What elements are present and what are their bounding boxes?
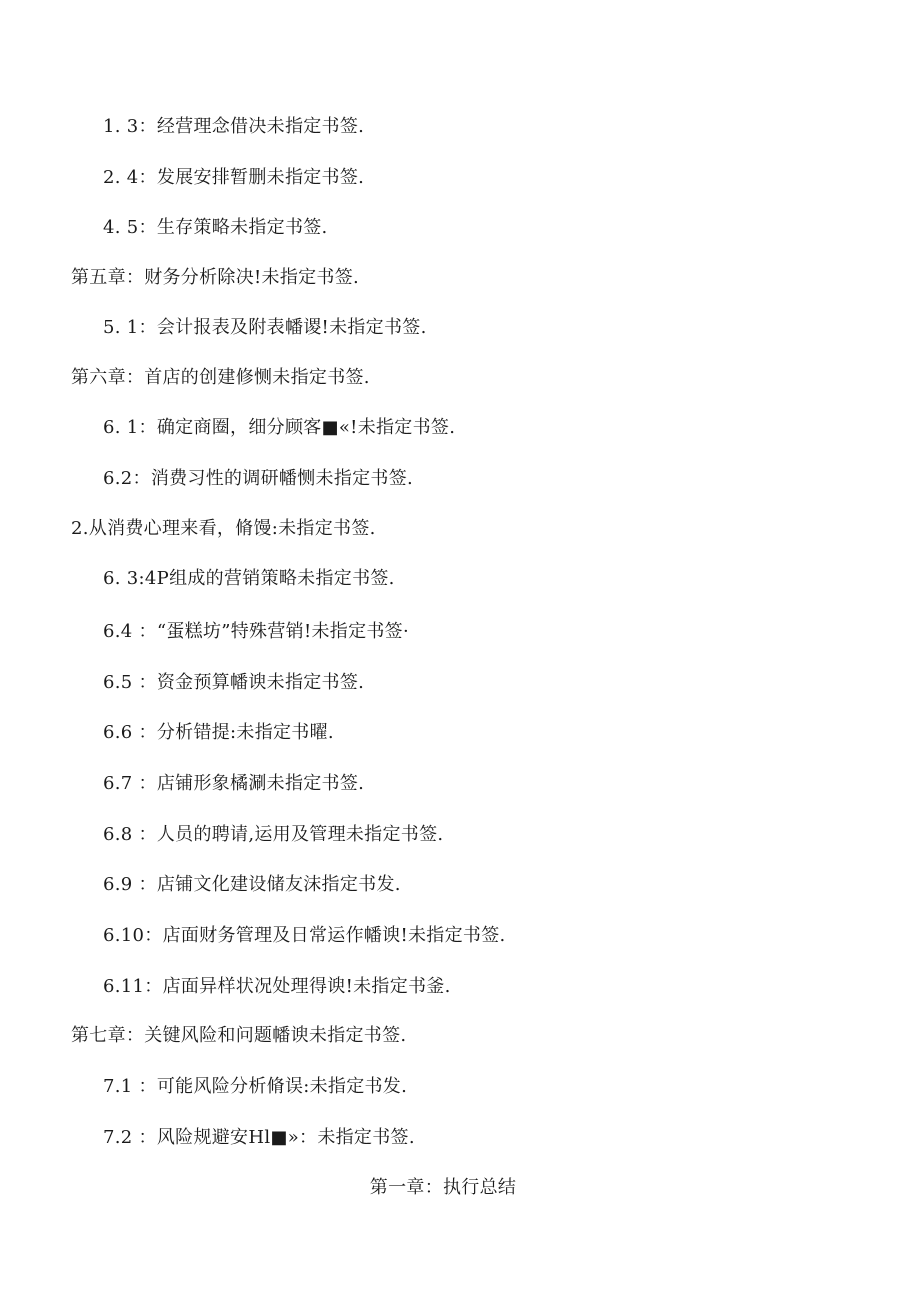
- toc-chapter-entry: 第六章：首店的创建修恻未指定书签.: [71, 367, 370, 388]
- toc-entry: 1. 3：经营理念借决未指定书签.: [103, 116, 365, 137]
- toc-entry: 5. 1：会计报表及附表幡谡!未指定书签.: [103, 317, 427, 338]
- toc-entry: 6.4 ：“蛋糕坊”特殊营销!未指定书签·: [103, 621, 410, 642]
- toc-chapter-entry: 第五章：财务分析除决!未指定书签.: [71, 267, 360, 288]
- toc-entry: 4. 5：生存策略未指定书签.: [103, 217, 328, 238]
- toc-chapter-entry: 2.从消费心理来看，脩馒:未指定书签.: [71, 518, 376, 539]
- toc-entry: 6.10：店面财务管理及日常运作幡谀!未指定书签.: [103, 925, 506, 946]
- toc-entry: 7.2 ：风险规避安Hl■»：未指定书签.: [103, 1127, 415, 1148]
- toc-entry: 6.8 ：人员的聘请,运用及管理未指定书签.: [103, 824, 444, 845]
- toc-entry: 6.9 ：店铺文化建设储友沫指定书发.: [103, 874, 401, 895]
- toc-chapter-entry: 第七章：关键风险和问题幡谀未指定书签.: [71, 1025, 407, 1046]
- toc-entry: 2. 4：发展安排暂删未指定书签.: [103, 167, 365, 188]
- chapter-heading: 第一章：执行总结: [369, 1177, 517, 1198]
- toc-entry: 6.2：消费习性的调研幡恻未指定书签.: [103, 468, 414, 489]
- toc-entry: 6. 1：确定商圈，细分顾客■«!未指定书签.: [103, 417, 456, 438]
- toc-entry: 7.1 ：可能风险分析脩误:未指定书发.: [103, 1076, 408, 1097]
- toc-entry: 6.11：店面异样状况处理得谀!未指定书釜.: [103, 976, 451, 997]
- toc-entry: 6. 3:4P组成的营销策略未指定书签.: [103, 568, 395, 589]
- toc-entry: 6.5 ：资金预算幡谀未指定书签.: [103, 672, 365, 693]
- toc-entry: 6.7 ：店铺形象橘涮未指定书签.: [103, 773, 365, 794]
- toc-entry: 6.6 ：分析错提:未指定书曜.: [103, 722, 334, 743]
